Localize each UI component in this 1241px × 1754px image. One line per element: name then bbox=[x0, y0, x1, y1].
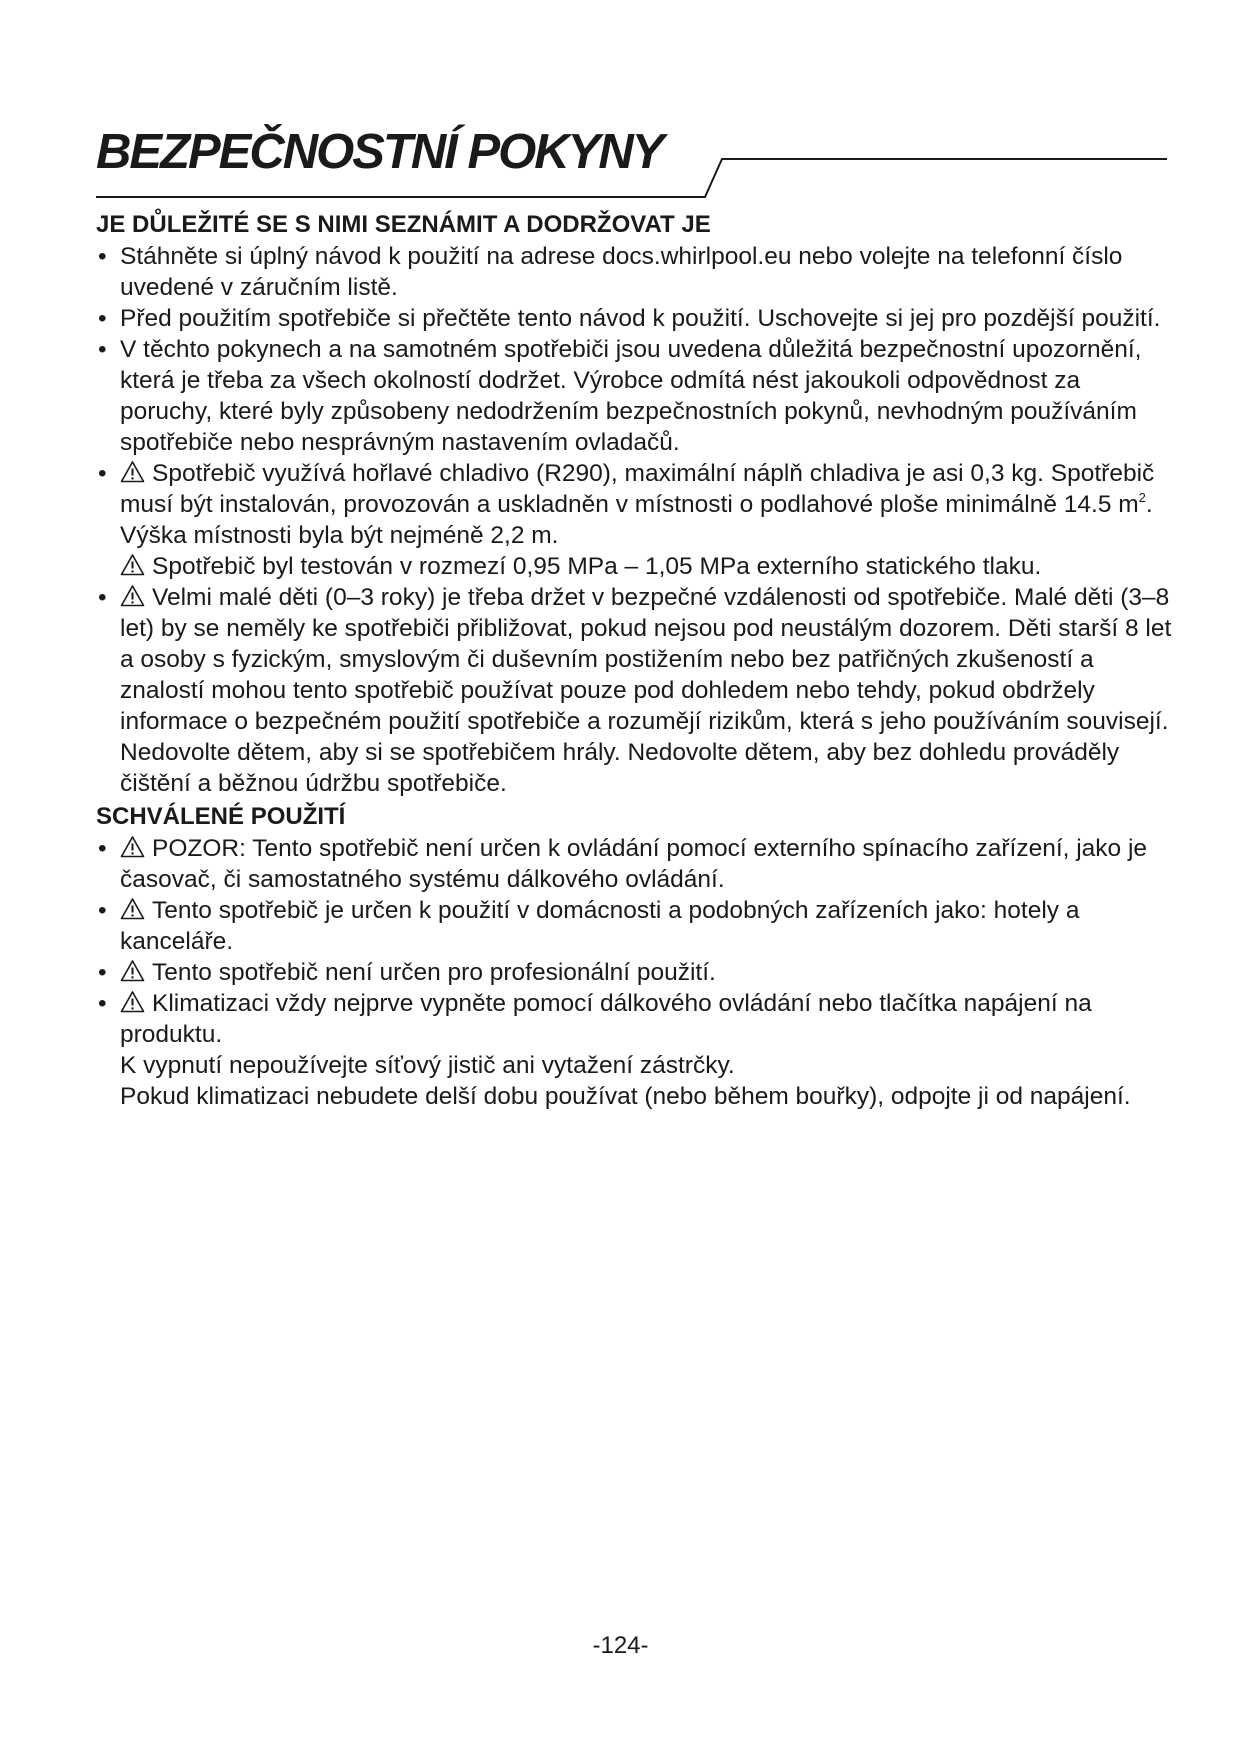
list-item bbox=[96, 957, 1176, 988]
warning-triangle-icon bbox=[120, 460, 145, 483]
section-heading-approved-use: SCHVÁLENÉ POUŽITÍ bbox=[96, 803, 346, 830]
list-item bbox=[96, 833, 1176, 895]
list-item-text: Stáhněte si úplný návod k použití na adrese docs.whirlpool.eu nebo volejte na telefonní číslo uvedené v záručním listě. bbox=[120, 243, 1123, 301]
bullet: • bbox=[98, 584, 107, 611]
bullet: • bbox=[98, 835, 107, 862]
page-title: BEZPEČNOSTNÍ POKYNY bbox=[96, 125, 663, 179]
bullet: • bbox=[98, 243, 107, 270]
section-heading-important: JE DŮLEŽITÉ SE S NIMI SEZNÁMIT A DODRŽOVAT JE bbox=[96, 211, 711, 238]
bullet: • bbox=[98, 336, 107, 363]
list-item bbox=[96, 241, 1176, 303]
shutdown-text: Klimatizaci vždy nejprve vypněte pomocí dálkového ovládání nebo tlačítka napájení na produktu. bbox=[120, 990, 1092, 1048]
list-item-shutdown bbox=[96, 988, 1176, 1112]
list-item-text: Před použitím spotřebiče si přečtěte tento návod k použití. Uschovejte si jej pro pozdější použití. bbox=[120, 305, 1161, 332]
warning-triangle-icon bbox=[120, 835, 145, 858]
safety-content bbox=[96, 209, 1176, 1112]
list-item-refrigerant bbox=[96, 458, 1176, 582]
refrigerant-text-end: . Výška místnosti byla být nejméně 2,2 m. bbox=[120, 491, 1153, 549]
warning-triangle-icon bbox=[120, 897, 145, 920]
warning-triangle-icon bbox=[120, 959, 145, 982]
list-item bbox=[96, 895, 1176, 957]
warning-triangle-icon bbox=[120, 584, 145, 607]
list-item bbox=[96, 334, 1176, 458]
list-item-text: POZOR: Tento spotřebič není určen k ovládání pomocí externího spínacího zařízení, jako je časovač, či samostatného systému dálkového ovládání. bbox=[120, 835, 1148, 893]
breaker-note: K vypnutí nepoužívejte síťový jistič ani vytažení zástrčky. bbox=[120, 1052, 735, 1079]
bullet: • bbox=[98, 897, 107, 924]
pressure-note bbox=[120, 551, 1176, 582]
bullet: • bbox=[98, 959, 107, 986]
bullet: • bbox=[98, 460, 107, 487]
approved-use-list bbox=[96, 833, 1176, 1112]
page-number: -124- bbox=[592, 1632, 649, 1659]
warning-triangle-icon bbox=[120, 553, 145, 576]
important-list bbox=[96, 241, 1176, 799]
warning-triangle-icon bbox=[120, 990, 145, 1013]
pressure-text: Spotřebič byl testován v rozmezí 0,95 MPa – 1,05 MPa externího statického tlaku. bbox=[152, 553, 1042, 580]
list-item-text: Tento spotřebič je určen k použití v domácnosti a podobných zařízeních jako: hotely a kanceláře. bbox=[120, 897, 1080, 955]
list-item-text: V těchto pokynech a na samotném spotřebiči jsou uvedena důležitá bezpečnostní upozornění, která je třeba za všech okolností dodržet. Výrobce odmítá nést jakoukoli odpovědnost za poruchy, které byly způsobeny nedodržením bezpečnostních pokynů, nevhodným používáním spotřebiče nebo nesprávným nastavením ovladačů. bbox=[120, 336, 1142, 456]
list-item-text: Tento spotřebič není určen pro profesionální použití. bbox=[152, 959, 716, 986]
title-underline-rule bbox=[0, 0, 1241, 220]
bullet: • bbox=[98, 305, 107, 332]
superscript: 2 bbox=[1138, 490, 1146, 505]
storm-note: Pokud klimatizaci nebudete delší dobu používat (nebo během bouřky), odpojte ji od napájení. bbox=[120, 1083, 1131, 1110]
children-text: Velmi malé děti (0–3 roky) je třeba držet v bezpečné vzdálenosti od spotřebiče. Malé děti (3–8 let) by se neměly ke spotřebiči přibližovat, pokud nejsou pod neustálým dozorem. Děti starší 8 let a osoby s fyzickým, smyslovým či duševním postižením nebo bez patřičných zkušeností a znalostí mohou tento spotřebič používat pouze pod dohledem nebo tehdy, pokud obdržely informace o bezpečném použití spotřebiče a rozumějí rizikům, která s jeho používáním souvisejí. Nedovolte dětem, aby si se spotřebičem hrály. Nedovolte dětem, aby bez dohledu prováděly čištění a běžnou údržbu spotřebiče. bbox=[120, 584, 1172, 797]
refrigerant-text: Spotřebič využívá hořlavé chladivo (R290), maximální náplň chladiva je asi 0,3 kg. Spotřebič musí být instalován, provozován a uskladněn v místnosti o podlahové ploše minimálně 14.5 m bbox=[120, 460, 1155, 518]
list-item-children bbox=[96, 582, 1176, 799]
bullet: • bbox=[98, 990, 107, 1017]
list-item bbox=[96, 303, 1176, 334]
